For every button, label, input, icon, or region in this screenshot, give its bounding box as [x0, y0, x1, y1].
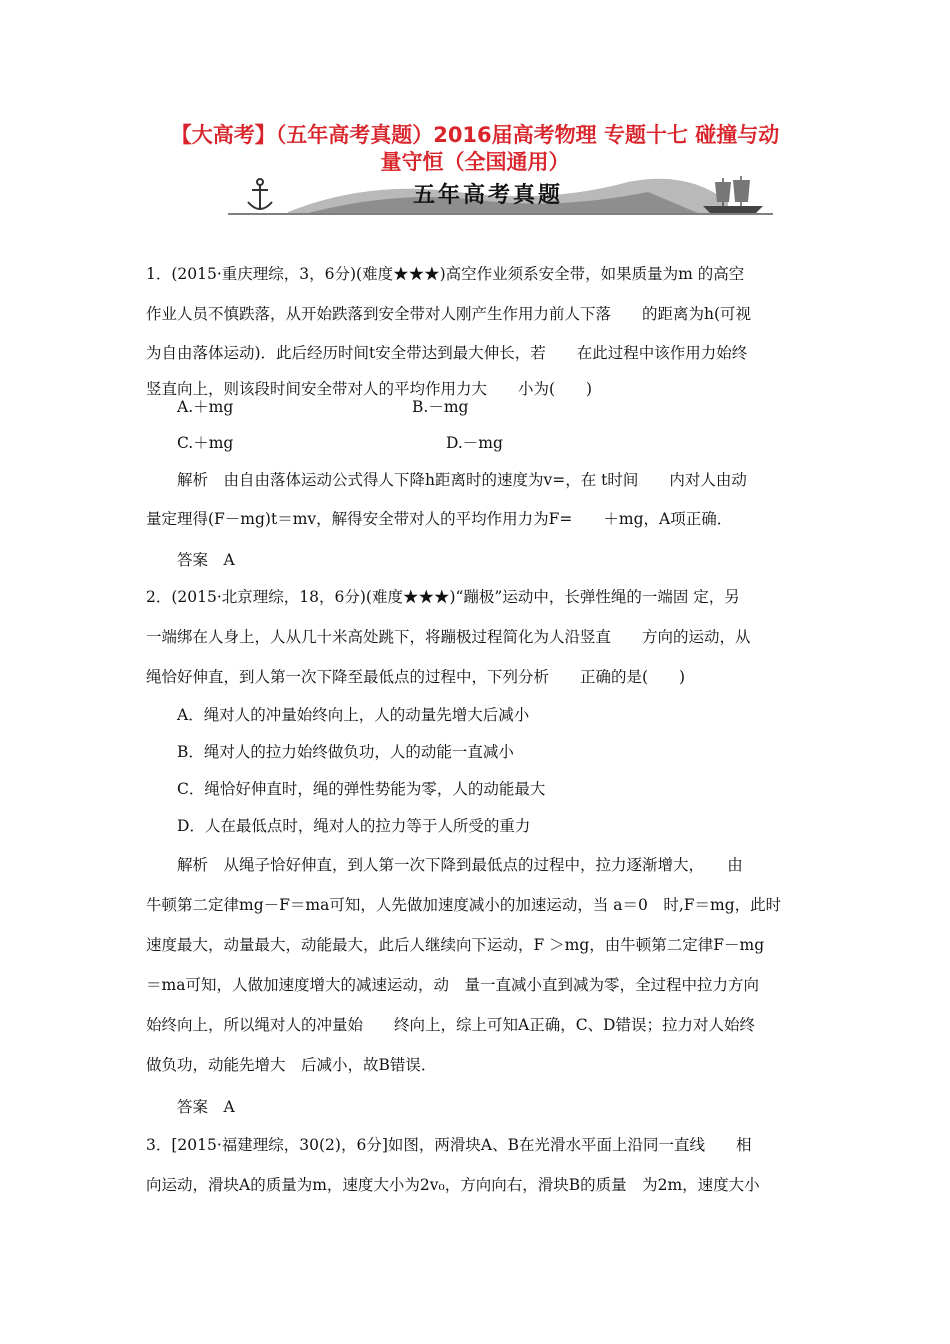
q2-analysis-line-1: 解析 从绳子恰好伸直，到人第一次下降到最低点的过程中，拉力逐渐增大， 由 [177, 856, 743, 874]
q2-line-1: 2．(2015·北京理综，18，6分)(难度★★★)“蹦极”运动中，长弹性绳的一端固 定，另 [146, 588, 740, 606]
q1-answer: 答案 A [177, 551, 235, 569]
q1-line-1: 1．(2015·重庆理综，3，6分)(难度★★★)高空作业须系安全带，如果质量为m 的高空 [146, 265, 745, 283]
title-line-1: 【大高考】（五年高考真题）2016届高考物理 专题十七 碰撞与动 [170, 123, 780, 147]
q2-answer: 答案 A [177, 1098, 235, 1116]
q2-analysis-line-6: 做负功，动能先增大 后减小，故B错误． [146, 1056, 437, 1074]
q1-analysis-line-2: 量定理得(F－mg)t＝mv，解得安全带对人的平均作用力为F= ＋mg，A项正确． [146, 510, 733, 528]
q2-analysis-line-3: 速度最大，动量最大，动能最大，此后人继续向下运动，F ＞mg，由牛顿第二定律F－mg [146, 936, 765, 954]
title-line-2: 量守恒（全国通用） [380, 150, 570, 174]
q2-option-c: C．绳恰好伸直时，绳的弹性势能为零，人的动能最大 [177, 780, 546, 798]
q1-option-d: D.－mg [446, 434, 503, 452]
q2-line-3: 绳恰好伸直，到人第一次下降至最低点的过程中，下列分析 正确的是( ) [146, 668, 686, 686]
q1-line-2: 作业人员不慎跌落，从开始跌落到安全带对人刚产生作用力前人下落 的距离为h(可视 [146, 305, 752, 323]
q2-option-d: D．人在最低点时，绳对人的拉力等于人所受的重力 [177, 817, 531, 835]
q1-line-3: 为自由落体运动)．此后经历时间t安全带达到最大伸长，若 在此过程中该作用力始终 [146, 344, 748, 362]
q1-option-c: C.＋mg [177, 434, 234, 452]
q1-analysis-line-1: 解析 由自由落体运动公式得人下降h距离时的速度为v=，在 t时间 内对人由动 [177, 471, 747, 489]
q2-option-b: B．绳对人的拉力始终做负功，人的动能一直减小 [177, 743, 514, 761]
q1-option-b: B.－mg [412, 398, 469, 416]
anchor-icon [248, 179, 272, 210]
q2-analysis-line-4: ＝ma可知，人做加速度增大的减速运动，动 量一直减小直到减为零，全过程中拉力方向 [146, 976, 759, 994]
q2-analysis-line-2: 牛顿第二定律mg－F＝ma可知，人先做加速度减小的加速运动，当 a＝0 时,F＝mg，此时 [146, 896, 782, 914]
q2-option-a: A．绳对人的冲量始终向上，人的动量先增大后减小 [177, 706, 530, 724]
q1-line-4: 竖直向上，则该段时间安全带对人的平均作用力大 小为( ) [146, 380, 593, 398]
q3-line-1: 3．[2015·福建理综，30(2)，6分]如图，两滑块A、B在光滑水平面上沿同一直线 相 [146, 1136, 752, 1154]
section-banner [228, 172, 773, 218]
q2-line-2: 一端绑在人身上，人从几十米高处跳下，将蹦极过程简化为人沿竖直 方向的运动，从 [146, 628, 751, 646]
banner-title: 五年高考真题 [412, 183, 563, 208]
q1-option-a: A.＋mg [177, 398, 234, 416]
q2-analysis-line-5: 始终向上，所以绳对人的冲量始 终向上，综上可知A正确，C、D错误；拉力对人始终 [146, 1016, 755, 1034]
document-title [130, 122, 820, 176]
q3-line-2: 向运动，滑块A的质量为m，速度大小为2v₀，方向向右，滑块B的质量 为2m，速度大小 [146, 1176, 760, 1194]
